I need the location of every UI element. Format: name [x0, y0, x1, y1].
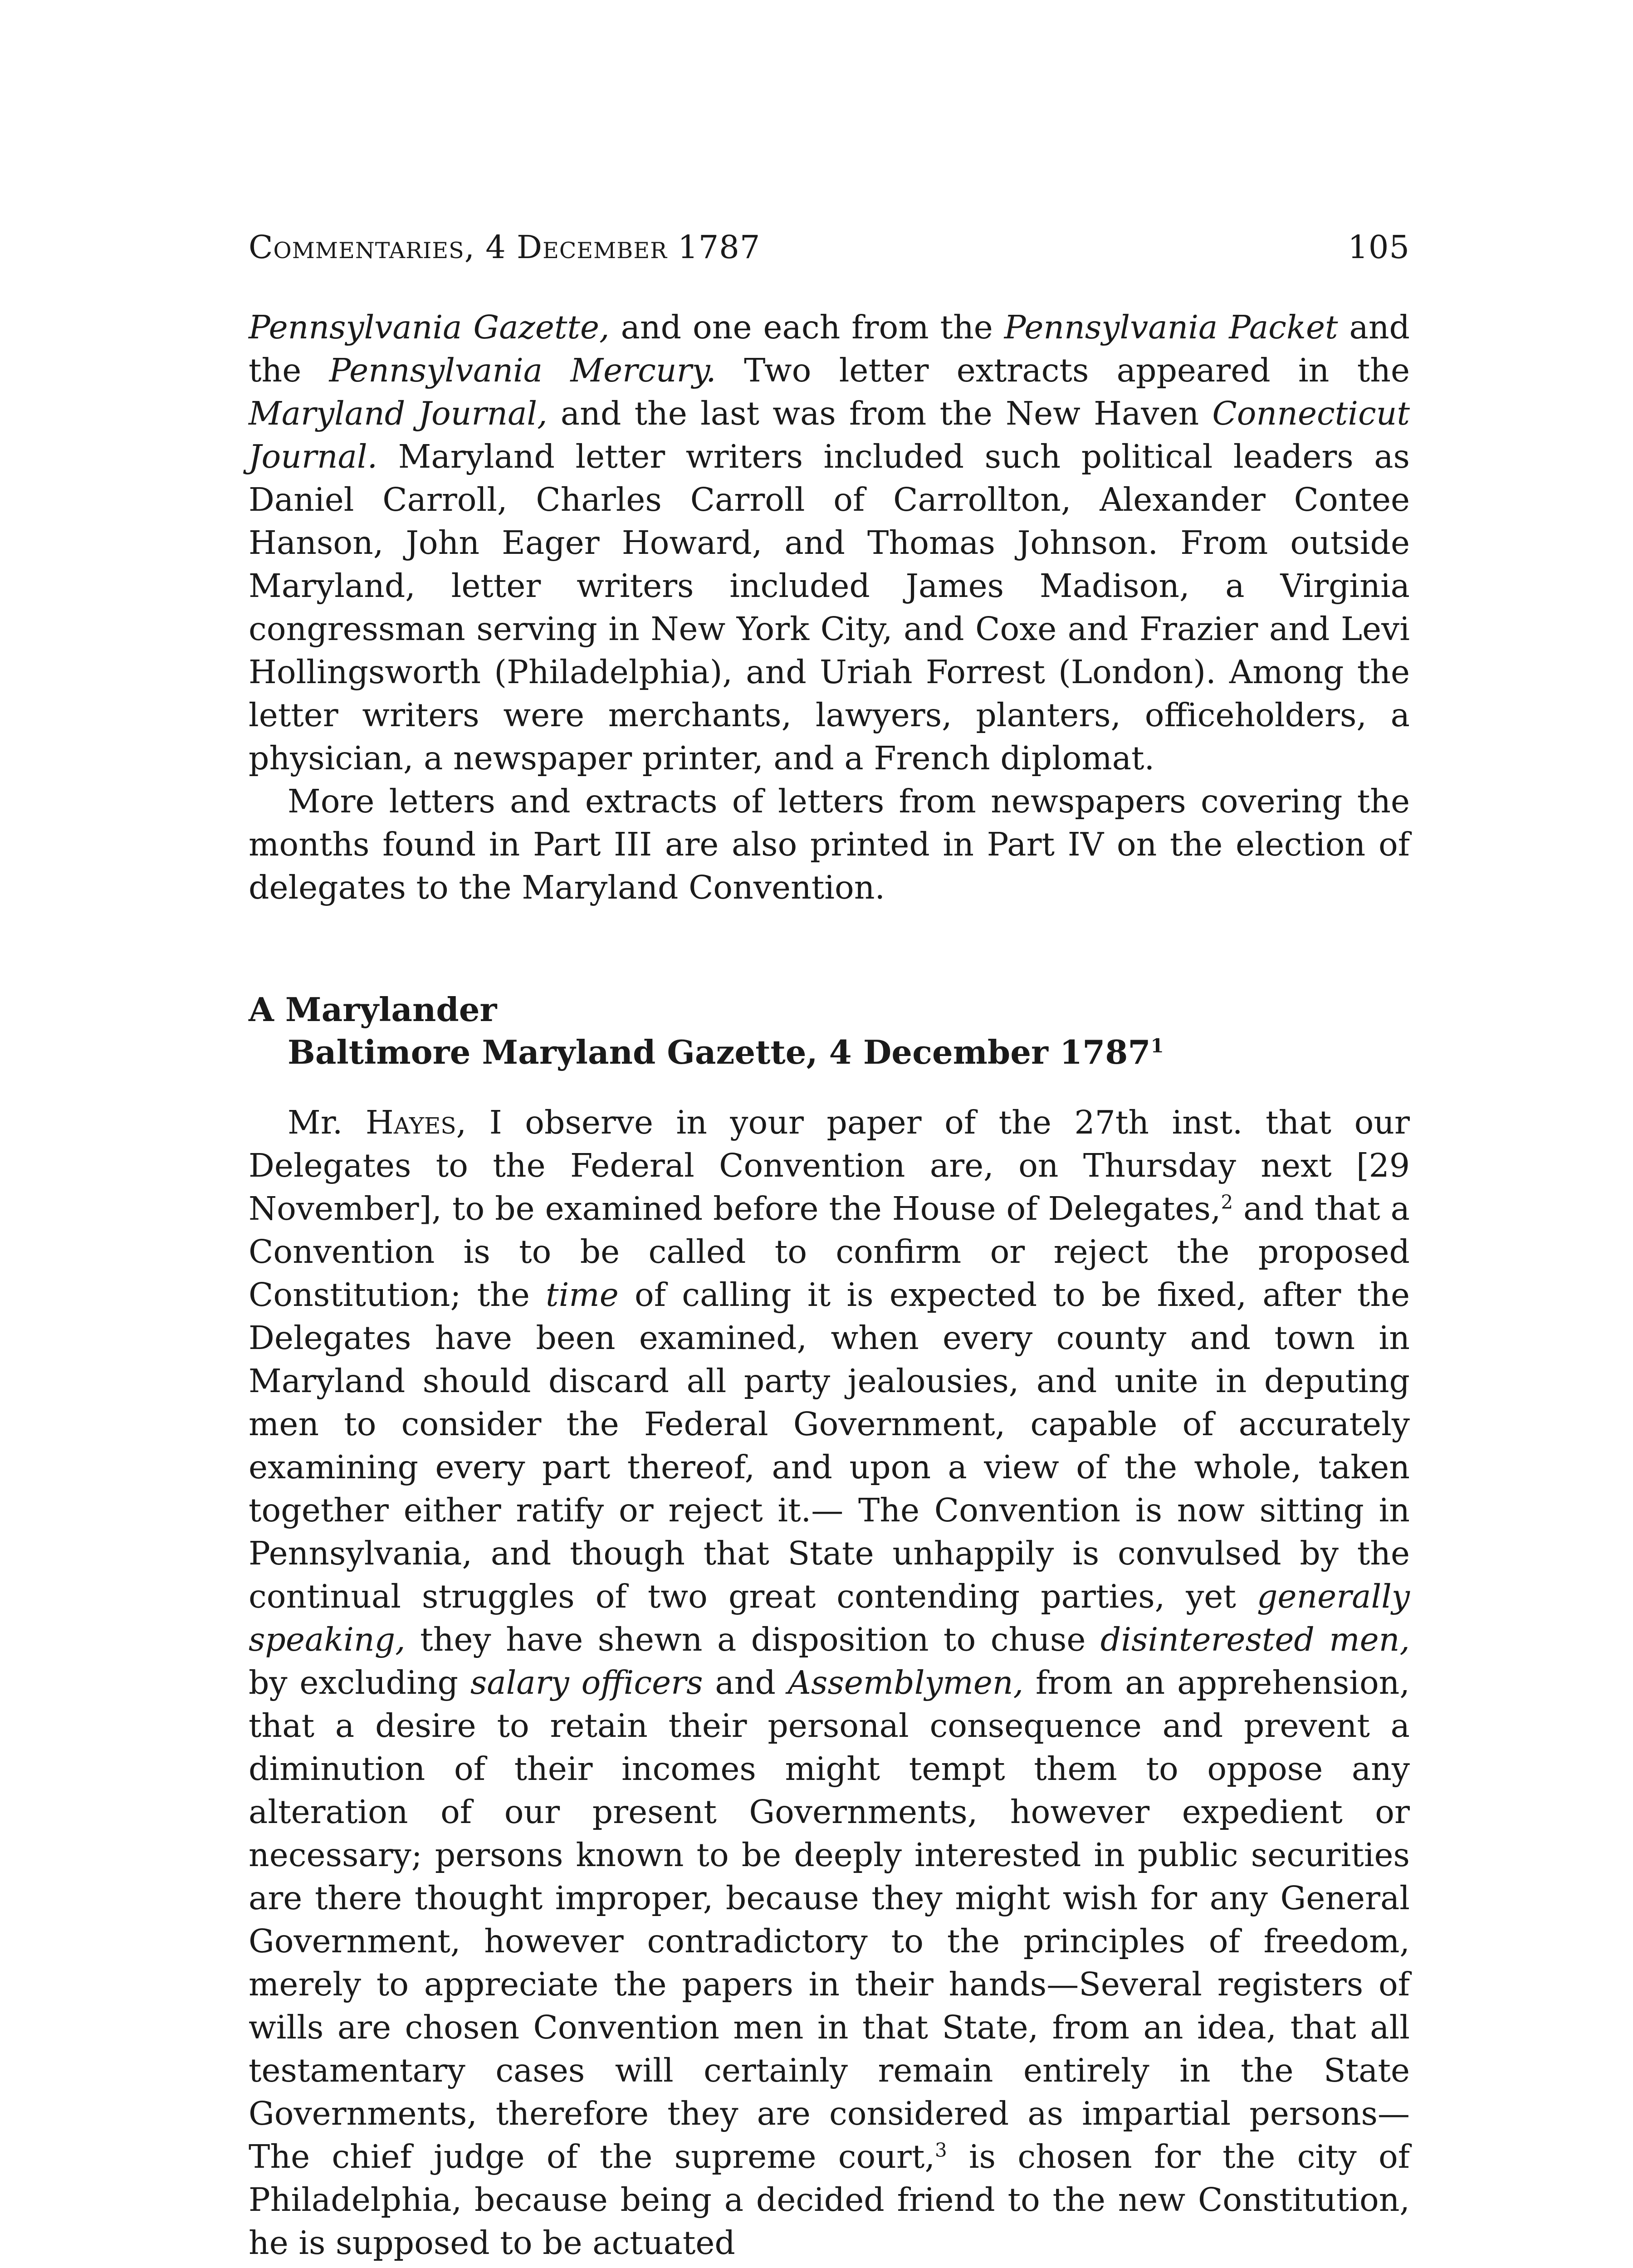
publication-title: Pennsylvania Gazette, — [249, 308, 610, 346]
publication-title: Pennsylvania Packet — [1004, 308, 1338, 346]
article-paragraph — [249, 1101, 1410, 2264]
article-source — [249, 1031, 1410, 1074]
text-run: of calling it is expected to be fixed, after the Delegates have been examined, when every county and town in Maryland should discard all party jealousies, and unite in deputing men to consider the Federal Government, capable of accurately examining every part thereof, and upon a view of the whole, taken together either ratify or reject it.— The Convention is now sitting in Pennsylvania, and though that State unhappily is convulsed by the continual struggles of two great contending parties, yet — [249, 1276, 1410, 1615]
text-run: and that a Convention is to be called to confirm or reject the proposed Constitution; the — [249, 1190, 1410, 1314]
footnote-marker: 1 — [1150, 1035, 1164, 1057]
running-head-title: Commentaries, 4 December 1787 — [249, 229, 761, 266]
document-page — [249, 227, 1410, 2264]
article-heading — [249, 988, 1410, 1074]
page-number: 105 — [1348, 229, 1410, 266]
running-head — [249, 227, 1410, 268]
text-run: Two letter extracts appeared in the — [716, 352, 1410, 389]
text-run: they have shewn a disposition to chuse — [405, 1621, 1100, 1658]
emphasis: generally speaking, — [249, 1578, 1410, 1658]
text-run: by excluding — [249, 1664, 470, 1701]
publication-title: Pennsylvania Mercury. — [329, 352, 716, 389]
text-run: and the — [249, 308, 1410, 389]
footnote-marker: 2 — [1221, 1191, 1233, 1213]
text-run: is chosen for the city of Philadelphia, because being a decided friend to the new Constitution, he is supposed to be actuated — [249, 2138, 1410, 2262]
intro-paragraph-2: More letters and extracts of letters from newspapers covering the months found in Part III are also printed in Part IV on the election of delegates to the Maryland Convention. — [249, 782, 1410, 906]
intro-section — [249, 306, 1410, 909]
publication-title: Connecticut Journal. — [249, 395, 1410, 475]
printer-name: Hayes — [365, 1104, 456, 1141]
text-run: Mr. — [288, 1104, 366, 1141]
article-body — [249, 1101, 1410, 2264]
text-run: from an apprehension, that a desire to retain their personal consequence and prevent a diminution of their incomes might tempt them to oppose any alteration of our present Governments, however expedient or necessary; persons known to be deeply interested in public securities are there thought improper, because they might wish for any General Government, however contradictory to the principles of freedom, merely to appreciate the papers in their hands—Several registers of wills are chosen Convention men in that State, from an idea, that all testamentary cases will certainly remain entirely in the State Governments, therefore they are considered as impartial persons—The chief judge of the supreme court, — [249, 1664, 1410, 2175]
publication-title: Maryland Journal, — [249, 395, 548, 432]
emphasis: time — [546, 1276, 619, 1314]
text-run: and one each from the — [609, 308, 1004, 346]
article-source-text: Baltimore Maryland Gazette, 4 December 1787 — [288, 1033, 1151, 1071]
emphasis: Assemblymen, — [787, 1664, 1024, 1701]
text-run: Maryland letter writers included such political leaders as Daniel Carroll, Charles Carroll of Carrollton, Alexander Contee Hanson, John Eager Howard, and Thomas Johnson. From outside Maryland, letter writers included James Madison, a Virginia congressman serving in New York City, and Coxe and Frazier and Levi Hollingsworth (Philadelphia), and Uriah Forrest (London). Among the letter writers were merchants, lawyers, planters, officeholders, a physician, a newspaper printer, and a French diplomat. — [249, 438, 1410, 777]
text-run: , I observe in your paper of the 27th inst. that our Delegates to the Federal Convention are, on Thursday next [29 November], to be examined before the House of Delegates, — [249, 1104, 1410, 1227]
emphasis: salary officers — [470, 1664, 703, 1701]
article-author: A Marylander — [249, 990, 497, 1029]
footnote-marker: 3 — [935, 2139, 947, 2161]
text-run: and the last was from the New Haven — [547, 395, 1213, 432]
emphasis: disinterested men, — [1100, 1621, 1410, 1658]
intro-paragraph-1 — [249, 306, 1410, 780]
text-run: and — [703, 1664, 788, 1701]
